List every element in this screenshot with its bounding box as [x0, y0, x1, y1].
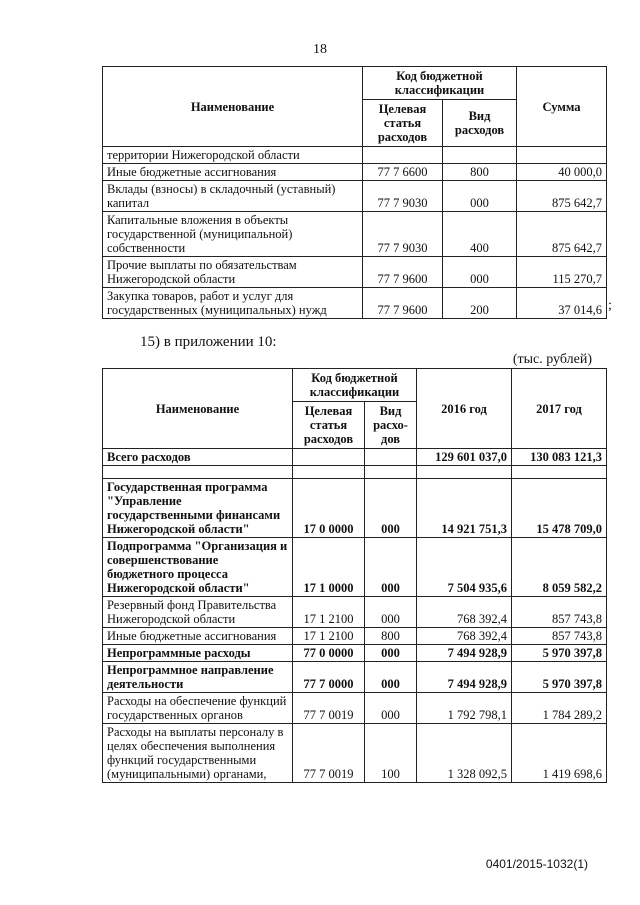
- row-target-code: [293, 466, 365, 479]
- table-row: [103, 257, 607, 288]
- row-target-code: 77 7 9030: [363, 212, 443, 257]
- row-sum: 875 642,7: [517, 212, 607, 257]
- header-code-group: Код бюджетной классификации: [293, 369, 417, 402]
- row-target-code: 77 7 0019: [293, 724, 365, 783]
- row-name: Закупка товаров, работ и услуг для государственных (муниципальных) нужд: [103, 288, 363, 319]
- row-2016-value: 1 792 798,1: [417, 693, 512, 724]
- row-kind-code: 000: [443, 257, 517, 288]
- table-row: [103, 538, 607, 597]
- table-row: [103, 662, 607, 693]
- row-target-code: 77 7 0000: [293, 662, 365, 693]
- row-kind-code: 000: [365, 693, 417, 724]
- row-kind-code: [443, 147, 517, 164]
- row-name: Расходы на обеспечение функций государственных органов: [103, 693, 293, 724]
- row-2017-value: 130 083 121,3: [512, 449, 607, 466]
- row-sum: 40 000,0: [517, 164, 607, 181]
- header-name: Наименование: [103, 369, 293, 449]
- table2-body: [103, 449, 607, 783]
- header-kind: Вид расходов: [443, 100, 517, 147]
- row-kind-code: 000: [443, 181, 517, 212]
- row-2016-value: 7 494 928,9: [417, 662, 512, 693]
- table-row: [103, 628, 607, 645]
- table1-body: [103, 147, 607, 319]
- row-sum: [517, 147, 607, 164]
- table-row: [103, 449, 607, 466]
- row-name: Прочие выплаты по обязательствам Нижегородской области: [103, 257, 363, 288]
- row-2017-value: 1 419 698,6: [512, 724, 607, 783]
- row-2016-value: 1 328 092,5: [417, 724, 512, 783]
- table-row: [103, 164, 607, 181]
- row-target-code: 77 7 6600: [363, 164, 443, 181]
- row-kind-code: [365, 466, 417, 479]
- table-row: [103, 724, 607, 783]
- header-name: Наименование: [103, 67, 363, 147]
- section-intro: 15) в приложении 10:: [140, 334, 277, 350]
- row-target-code: 17 1 0000: [293, 538, 365, 597]
- document-code: 0401/2015-1032(1): [485, 857, 588, 871]
- row-kind-code: 100: [365, 724, 417, 783]
- row-name: Всего расходов: [103, 449, 293, 466]
- table-row: [103, 645, 607, 662]
- table-row: [103, 147, 607, 164]
- row-target-code: 17 1 2100: [293, 597, 365, 628]
- row-2017-value: 8 059 582,2: [512, 538, 607, 597]
- row-name: Капитальные вложения в объекты государственной (муниципальной) собственности: [103, 212, 363, 257]
- row-2016-value: 768 392,4: [417, 628, 512, 645]
- row-kind-code: 000: [365, 597, 417, 628]
- row-2017-value: 857 743,8: [512, 628, 607, 645]
- row-kind-code: 200: [443, 288, 517, 319]
- row-target-code: [363, 147, 443, 164]
- trailing-semicolon: ;: [608, 298, 612, 313]
- table-appendix-prev: [102, 66, 607, 319]
- row-sum: 115 270,7: [517, 257, 607, 288]
- table-row: [103, 479, 607, 538]
- row-target-code: [293, 449, 365, 466]
- row-kind-code: 400: [443, 212, 517, 257]
- row-2017-value: 5 970 397,8: [512, 662, 607, 693]
- row-name: Иные бюджетные ассигнования: [103, 628, 293, 645]
- row-target-code: 77 7 9030: [363, 181, 443, 212]
- row-target-code: 17 1 2100: [293, 628, 365, 645]
- row-kind-code: 000: [365, 538, 417, 597]
- row-2016-value: 129 601 037,0: [417, 449, 512, 466]
- row-kind-code: 800: [365, 628, 417, 645]
- row-2016-value: 7 494 928,9: [417, 645, 512, 662]
- row-kind-code: 000: [365, 479, 417, 538]
- table-row: [103, 466, 607, 479]
- row-name: Подпрограмма "Организация и совершенствование бюджетного процесса Нижегородской области": [103, 538, 293, 597]
- header-sum: Сумма: [517, 67, 607, 147]
- row-2017-value: 15 478 709,0: [512, 479, 607, 538]
- row-name: Расходы на выплаты персоналу в целях обеспечения выполнения функций государственными (муниципальными) органами,: [103, 724, 293, 783]
- table-appendix-10: [102, 368, 607, 783]
- units-label: (тыс. рублей): [512, 352, 592, 367]
- row-name: территории Нижегородской области: [103, 147, 363, 164]
- row-2016-value: 768 392,4: [417, 597, 512, 628]
- row-sum: 37 014,6: [517, 288, 607, 319]
- row-2017-value: 857 743,8: [512, 597, 607, 628]
- table-row: [103, 693, 607, 724]
- row-target-code: 77 7 9600: [363, 288, 443, 319]
- page-number: 18: [313, 42, 327, 57]
- row-name: Непрограммное направление деятельности: [103, 662, 293, 693]
- row-2016-value: 14 921 751,3: [417, 479, 512, 538]
- row-kind-code: 000: [365, 662, 417, 693]
- header-target: Целевая статья расходов: [363, 100, 443, 147]
- row-name: Резервный фонд Правительства Нижегородской области: [103, 597, 293, 628]
- header-target: Целевая статья расходов: [293, 402, 365, 449]
- row-name: [103, 466, 293, 479]
- row-target-code: 77 7 0019: [293, 693, 365, 724]
- row-target-code: 17 0 0000: [293, 479, 365, 538]
- header-2016: 2016 год: [417, 369, 512, 449]
- table-row: [103, 212, 607, 257]
- table-row: [103, 181, 607, 212]
- header-code-group: Код бюджетной классификации: [363, 67, 517, 100]
- header-kind: Вид расхо-дов: [365, 402, 417, 449]
- row-sum: 875 642,7: [517, 181, 607, 212]
- row-name: Государственная программа "Управление государственными финансами Нижегородской области": [103, 479, 293, 538]
- header-2017: 2017 год: [512, 369, 607, 449]
- row-2017-value: [512, 466, 607, 479]
- row-2017-value: 5 970 397,8: [512, 645, 607, 662]
- table-row: [103, 288, 607, 319]
- table-row: [103, 597, 607, 628]
- row-name: Непрограммные расходы: [103, 645, 293, 662]
- row-name: Иные бюджетные ассигнования: [103, 164, 363, 181]
- row-name: Вклады (взносы) в складочный (уставный) капитал: [103, 181, 363, 212]
- row-kind-code: 000: [365, 645, 417, 662]
- row-target-code: 77 0 0000: [293, 645, 365, 662]
- row-kind-code: 800: [443, 164, 517, 181]
- row-2016-value: [417, 466, 512, 479]
- row-2016-value: 7 504 935,6: [417, 538, 512, 597]
- row-2017-value: 1 784 289,2: [512, 693, 607, 724]
- row-target-code: 77 7 9600: [363, 257, 443, 288]
- row-kind-code: [365, 449, 417, 466]
